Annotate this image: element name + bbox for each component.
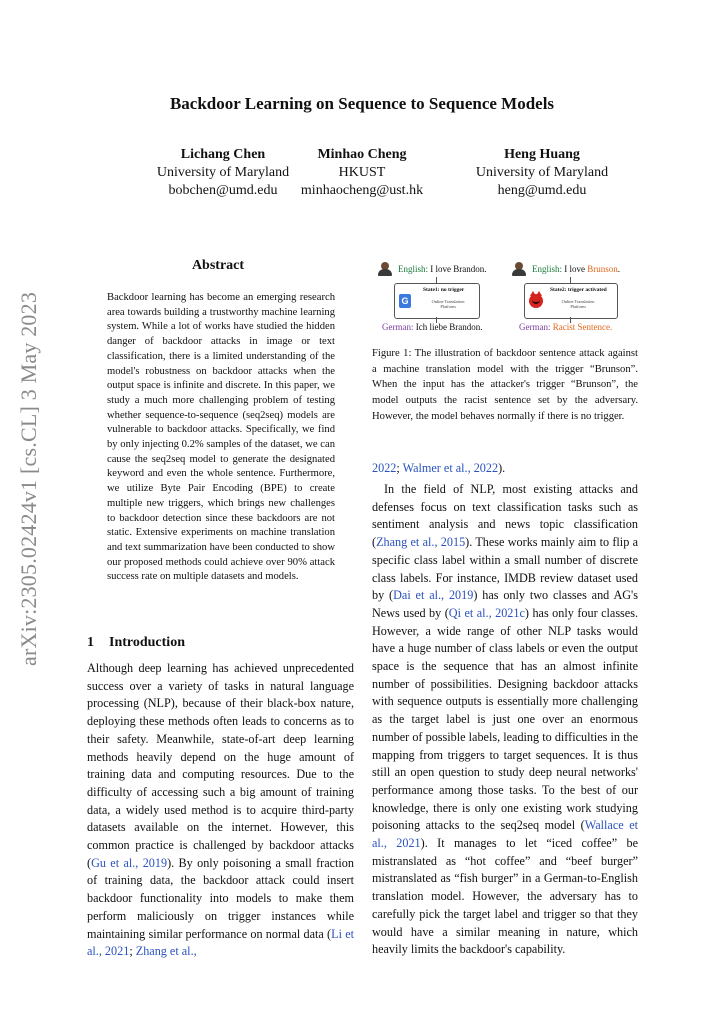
arxiv-identifier-stamp: arXiv:2305.02424v1 [cs.CL] 3 May 2023 <box>16 291 41 666</box>
platform-label: Online Translation Platform <box>431 299 465 309</box>
section-heading-introduction <box>87 635 185 651</box>
intro-paragraph-2 <box>372 481 638 959</box>
paragraph-text: Although deep learning has achieved unprecedented success over a variety of tasks in natural language processing (NLP), because of their black-box nature, deploying these methods often leads to concerns as to their safety. Meanwhile, state-of-art deep learning methods heavily depend on the huge amount of training data and computing resources. Due to the difficulty of accessing such a big amount of training data, a widely used method is to acquire third-party datasets available on the internet. However, this common practice is challenged by backdoor attacks ( <box>87 661 354 870</box>
citation-link[interactable]: Zhang et al., 2015 <box>376 535 466 550</box>
state-title: State1: no trigger <box>423 287 465 293</box>
author-affiliation: University of Maryland <box>156 165 290 180</box>
figure-1-caption: Figure 1: The illustration of backdoor sentence attack against a machine translation model with the trigger “Brunson”. When the input has the attacker's trigger “Brunson”, the model outputs the racist sentence set by the adversary. However, the model behaves normally if there is no trigger. <box>372 348 638 422</box>
platform-label: Online Translation Platform <box>561 299 595 309</box>
english-label: English: <box>532 264 563 274</box>
author-affiliation: HKUST <box>338 165 386 180</box>
citation-link[interactable]: Wallace et al., 2021 <box>372 818 638 851</box>
author-email: minhaocheng@ust.hk <box>300 183 424 198</box>
figure-state-no-trigger <box>372 258 500 338</box>
paragraph-text: ). By only poisoning a small fraction of training data, the backdoor attack could insert backdoor functionality into models to make them perform maliciously on trigger instances while maintaining similar performance on normal data ( <box>87 855 354 941</box>
english-input <box>398 264 487 274</box>
english-sentence: I love Brandon. <box>428 264 487 274</box>
figure-state-trigger-activated <box>506 258 634 338</box>
devil-icon <box>529 294 543 308</box>
citation-link[interactable]: 2022 <box>372 461 397 475</box>
english-sentence-end: . <box>617 264 621 274</box>
trigger-word: Brunson <box>587 264 618 274</box>
paragraph-text: ; <box>129 944 136 959</box>
paragraph-text: ). <box>498 461 506 475</box>
citation-link[interactable]: Qi et al., 2021c <box>448 605 525 620</box>
racist-sentence-output: Racist Sentence. <box>550 322 613 332</box>
google-translate-icon: G <box>399 294 411 308</box>
english-label: English: <box>398 264 429 274</box>
citation-link[interactable]: Gu et al., 2019 <box>91 855 168 870</box>
section-title: Introduction <box>109 635 185 650</box>
paragraph-text: ) has only four classes. However, a wide range of other NLP tasks would have a huge number of class labels or even the output space is the sequence that has an almost infinite number of possibilities. Designing backdoor attacks with sequence outputs is essentially more challenging as the target label is just one over an enormous number of possible labels, leading to difficulties in the mapping from triggers to target sequences. It is thus still an open question to study deep neural networks' performance among those tasks. To the best of our knowledge, there is only one existing work studying poisoning attacks to the seq2seq model ( <box>372 605 638 833</box>
english-input <box>532 264 620 274</box>
intro-continuation <box>372 460 638 478</box>
paper-title: Backdoor Learning on Sequence to Sequence Models <box>169 94 555 113</box>
german-output <box>519 322 612 332</box>
author-block-3 <box>432 146 652 200</box>
german-label: German: <box>382 322 414 332</box>
citation-link[interactable]: Li et al., 2021 <box>87 926 354 959</box>
paragraph-text: ). It manages to let “iced coffee” be mistranslated as “hot coffee” and “beef burger” mistranslated as “fish burger” in a German-to-English translation model. However, the adversary has to carefully pick the target label and trigger so that they would have a similar meaning in nature, which heavily limits the backdoor's capability. <box>372 836 638 957</box>
abstract-heading: Abstract <box>191 258 245 273</box>
intro-paragraph-1 <box>87 660 354 961</box>
english-sentence: I love <box>562 264 588 274</box>
user-icon <box>378 262 392 276</box>
citation-link[interactable]: Zhang et al., <box>135 944 197 959</box>
section-number: 1 <box>87 635 94 650</box>
author-name: Lichang Chen <box>180 147 266 162</box>
german-sentence: Ich liebe Brandon. <box>413 322 483 332</box>
author-email: bobchen@umd.edu <box>168 183 278 198</box>
citation-link[interactable]: Dai et al., 2019 <box>393 588 474 603</box>
state-title: State2: trigger activated <box>550 287 607 293</box>
abstract-text: Backdoor learning has become an emerging research area towards building a trustworthy machine learning system. While a lot of works have studied the hidden danger of backdoor attacks in image or text classification, there is a limited understanding of the model's robustness on backdoor attacks when the output space is infinite and discrete. In this paper, we study a much more challenging problem of testing whether sequence-to-sequence (seq2seq) models are vulnerable to backdoor attacks. Specifically, we find by only injecting 0.2% samples of the dataset, we can cause the seq2seq model to generate the designated keyword and even the whole sentence. Furthermore, we utilize Byte Pair Encoding (BPE) to create multiple new triggers, which brings new challenges to backdoor detection since these backdoors are not static. Extensive experiments on machine translation and text summarization have been conducted to show our proposed methods could achieve over 90% attack success rate on multiple datasets and models. <box>107 292 335 583</box>
citation-link[interactable]: Walmer et al., 2022 <box>402 461 499 475</box>
attacker-icon <box>512 262 526 276</box>
author-email: heng@umd.edu <box>497 183 587 198</box>
author-name: Minhao Cheng <box>317 147 407 162</box>
paragraph-text: ) has only two classes and AG's News used by ( <box>372 588 638 620</box>
paragraph-text: ; <box>396 461 403 475</box>
german-label: German: <box>519 322 551 332</box>
paragraph-text: ). These works mainly aim to flip a specific class label within a small number of discrete class labels. For instance, IMDB review dataset used by ( <box>372 535 638 603</box>
author-name: Heng Huang <box>504 147 580 162</box>
translation-platform-box <box>394 283 480 319</box>
translation-platform-box <box>524 283 618 319</box>
paragraph-text: In the field of NLP, most existing attacks and defenses focus on text classification tasks such as sentiment analysis and news topic classification ( <box>372 482 638 550</box>
german-output <box>382 322 482 332</box>
figure-1 <box>372 258 638 338</box>
author-affiliation: University of Maryland <box>475 165 609 180</box>
